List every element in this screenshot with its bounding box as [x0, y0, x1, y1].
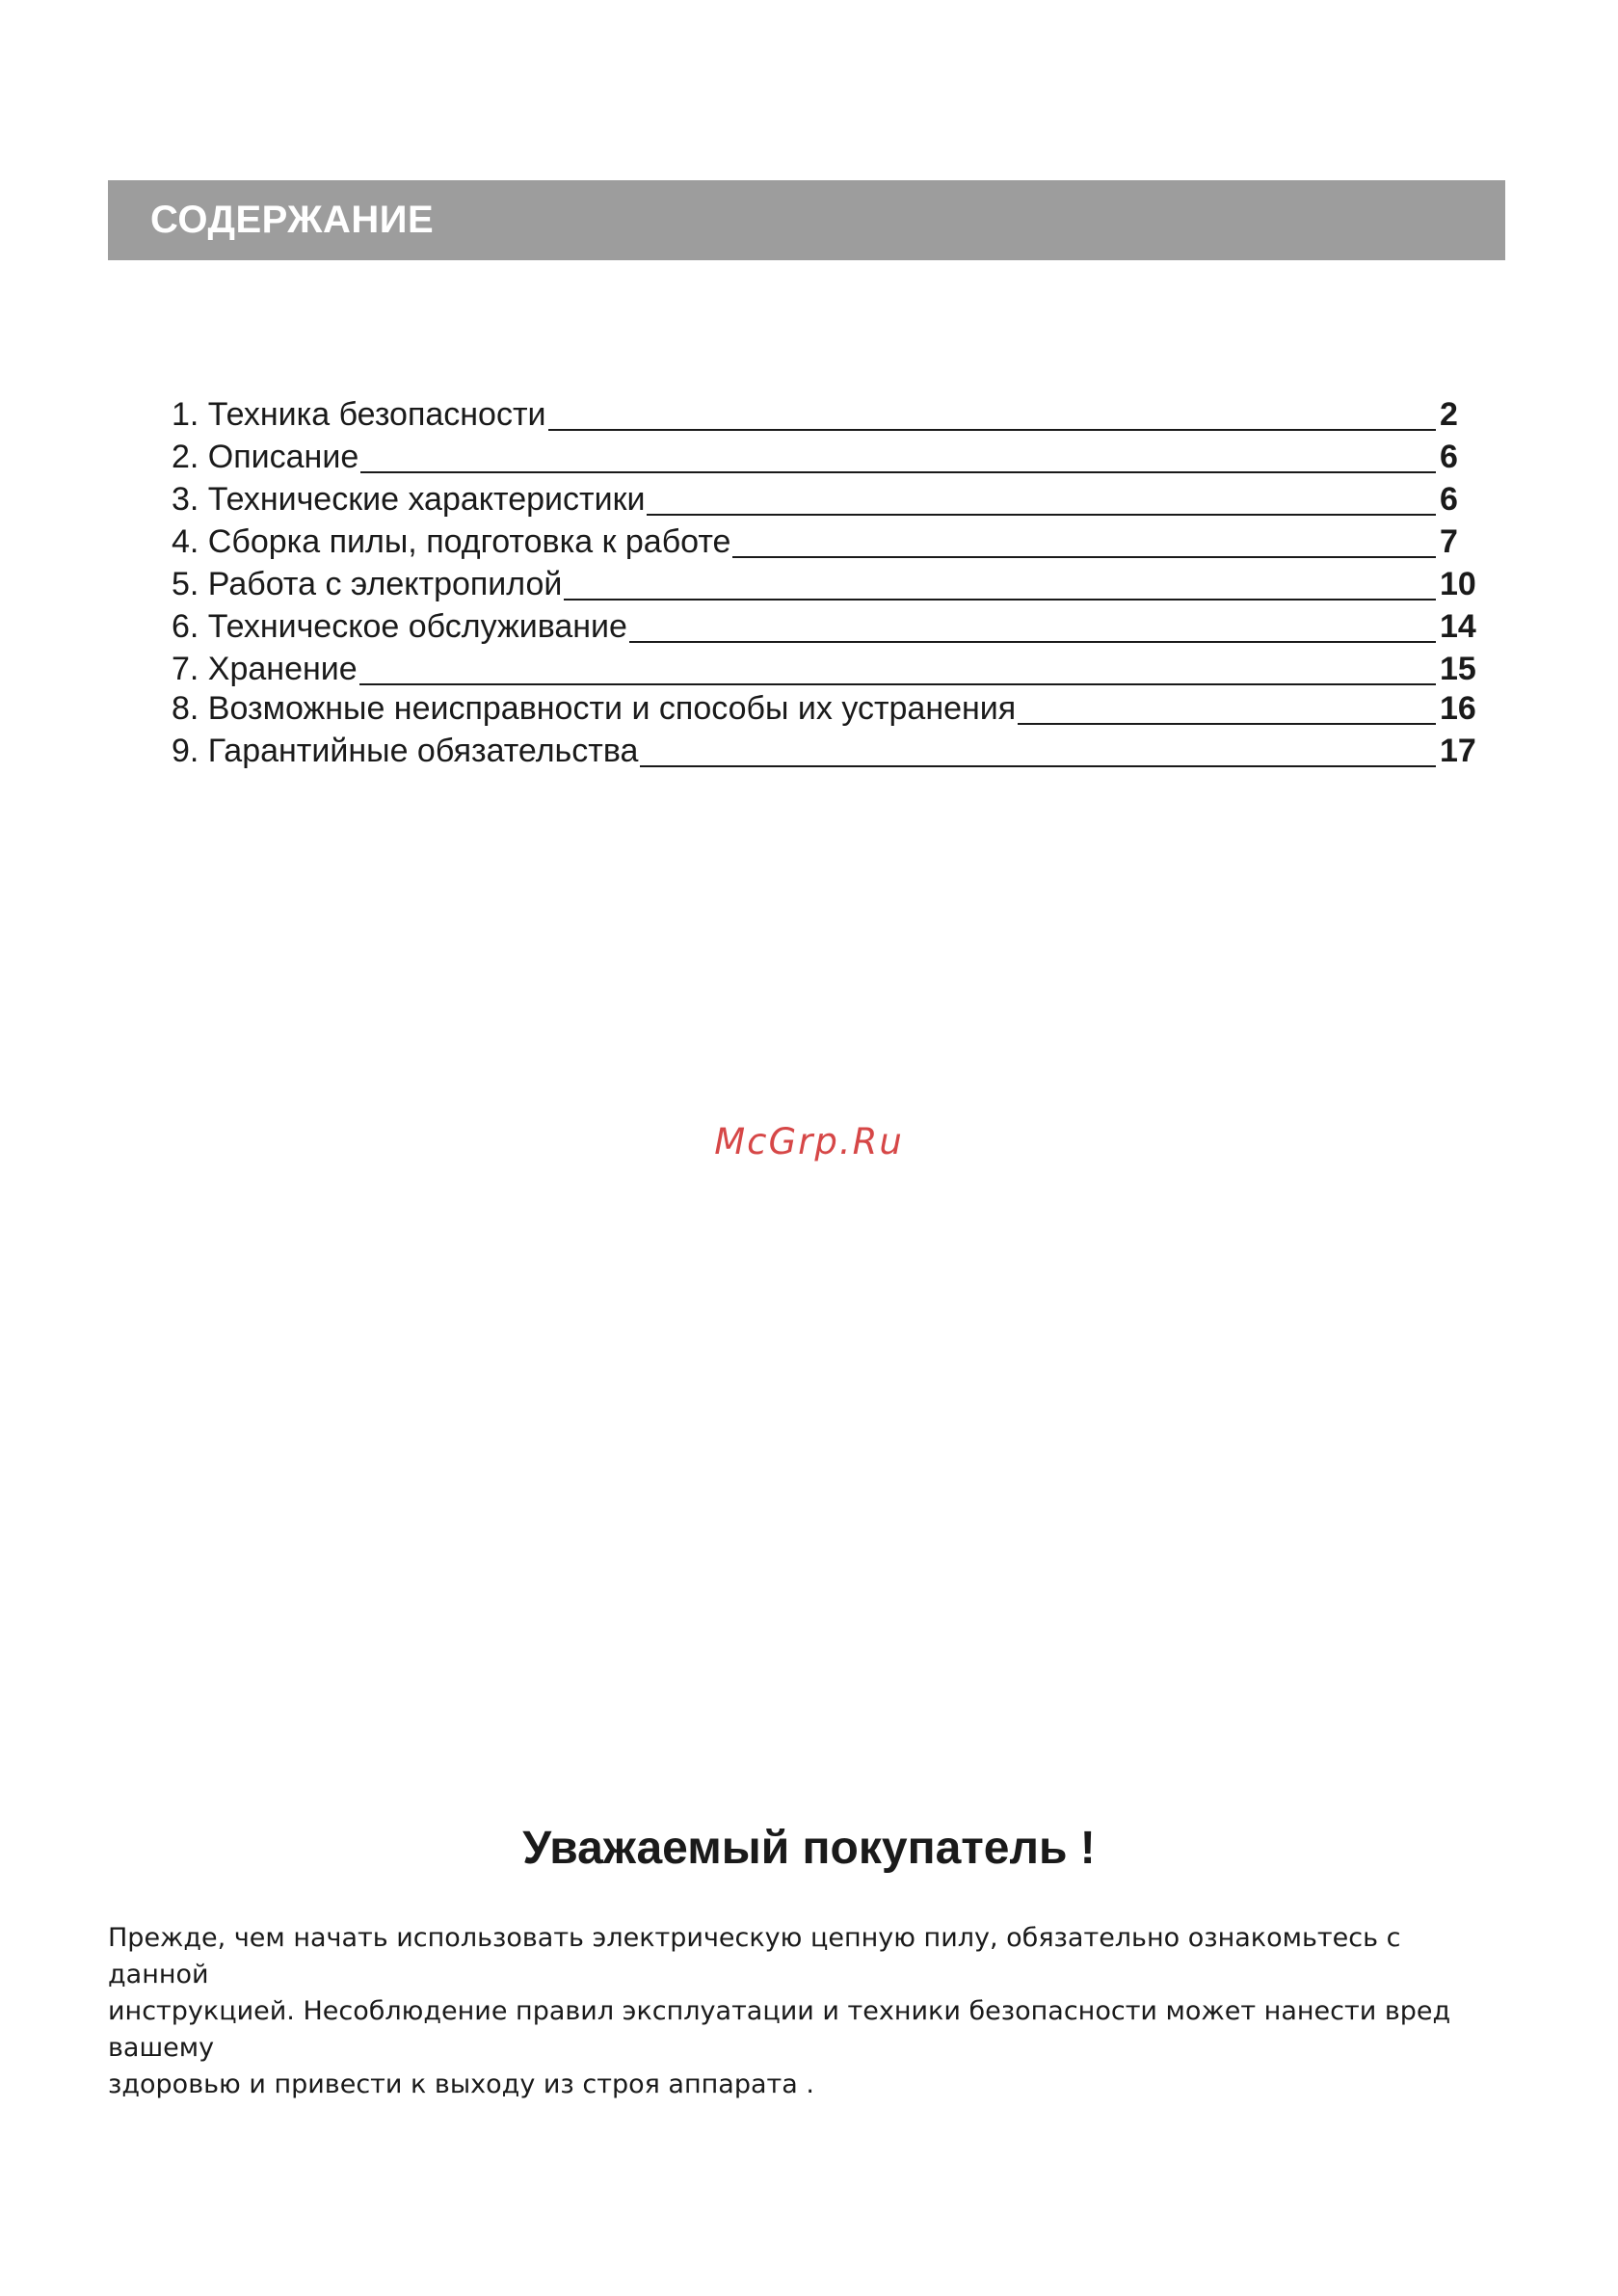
- section-title: СОДЕРЖАНИЕ: [150, 199, 435, 241]
- toc-item-page: 6: [1440, 439, 1458, 475]
- toc-item[interactable]: [172, 732, 1482, 770]
- toc-leader-line: [647, 513, 1436, 516]
- toc-item[interactable]: [172, 650, 1482, 688]
- greeting-heading: Уважаемый покупатель !: [522, 1823, 1096, 1874]
- toc-leader-line: [629, 640, 1436, 643]
- toc-leader-line: [360, 470, 1436, 473]
- toc-item-label: 9. Гарантийные обязательства: [172, 733, 639, 769]
- toc-item-page: 2: [1440, 396, 1458, 433]
- toc-item-label: 5. Работа с электропилой: [172, 566, 563, 602]
- intro-line: здоровью и привести к выходу из строя аппарата .: [108, 2069, 814, 2099]
- toc-item-page: 10: [1440, 566, 1476, 602]
- toc-item-label: 3. Технические характеристики: [172, 481, 646, 518]
- toc-item[interactable]: [172, 438, 1482, 476]
- toc-item-page: 6: [1440, 481, 1458, 518]
- toc-item-page: 17: [1440, 733, 1476, 769]
- toc-item-page: 7: [1440, 523, 1458, 560]
- toc-item-label: 6. Техническое обслуживание: [172, 608, 627, 645]
- toc-item-page: 14: [1440, 608, 1476, 645]
- intro-line: Прежде, чем начать использовать электрическую цепную пилу, обязательно ознакомьтесь с данной: [108, 1923, 1401, 1989]
- toc-item[interactable]: [172, 480, 1482, 519]
- toc-leader-line: [732, 555, 1436, 558]
- watermark-text: McGrp.Ru: [714, 1121, 904, 1162]
- toc-leader-line: [359, 682, 1436, 685]
- intro-line: инструкцией. Несоблюдение правил эксплуатации и техники безопасности может нанести вред вашему: [108, 1996, 1451, 2063]
- toc-leader-line: [564, 598, 1436, 601]
- toc-item-label: 7. Хранение: [172, 651, 358, 687]
- toc-item[interactable]: [172, 607, 1482, 646]
- toc-leader-line: [1018, 722, 1436, 725]
- toc-item[interactable]: [172, 395, 1482, 434]
- toc-leader-line: [640, 764, 1436, 767]
- toc-item[interactable]: [172, 565, 1482, 603]
- toc-item-label: 2. Описание: [172, 439, 359, 475]
- toc-item[interactable]: [172, 689, 1482, 728]
- toc-item-label: 8. Возможные неисправности и способы их устранения: [172, 690, 1017, 727]
- toc-item-page: 16: [1440, 690, 1476, 727]
- toc-leader-line: [548, 428, 1436, 431]
- section-header-bar: [108, 180, 1505, 260]
- toc-item-label: 1. Техника безопасности: [172, 396, 546, 433]
- toc-item-page: 15: [1440, 651, 1476, 687]
- toc-item[interactable]: [172, 522, 1482, 561]
- intro-paragraph: [108, 1920, 1476, 2103]
- toc-item-label: 4. Сборка пилы, подготовка к работе: [172, 523, 731, 560]
